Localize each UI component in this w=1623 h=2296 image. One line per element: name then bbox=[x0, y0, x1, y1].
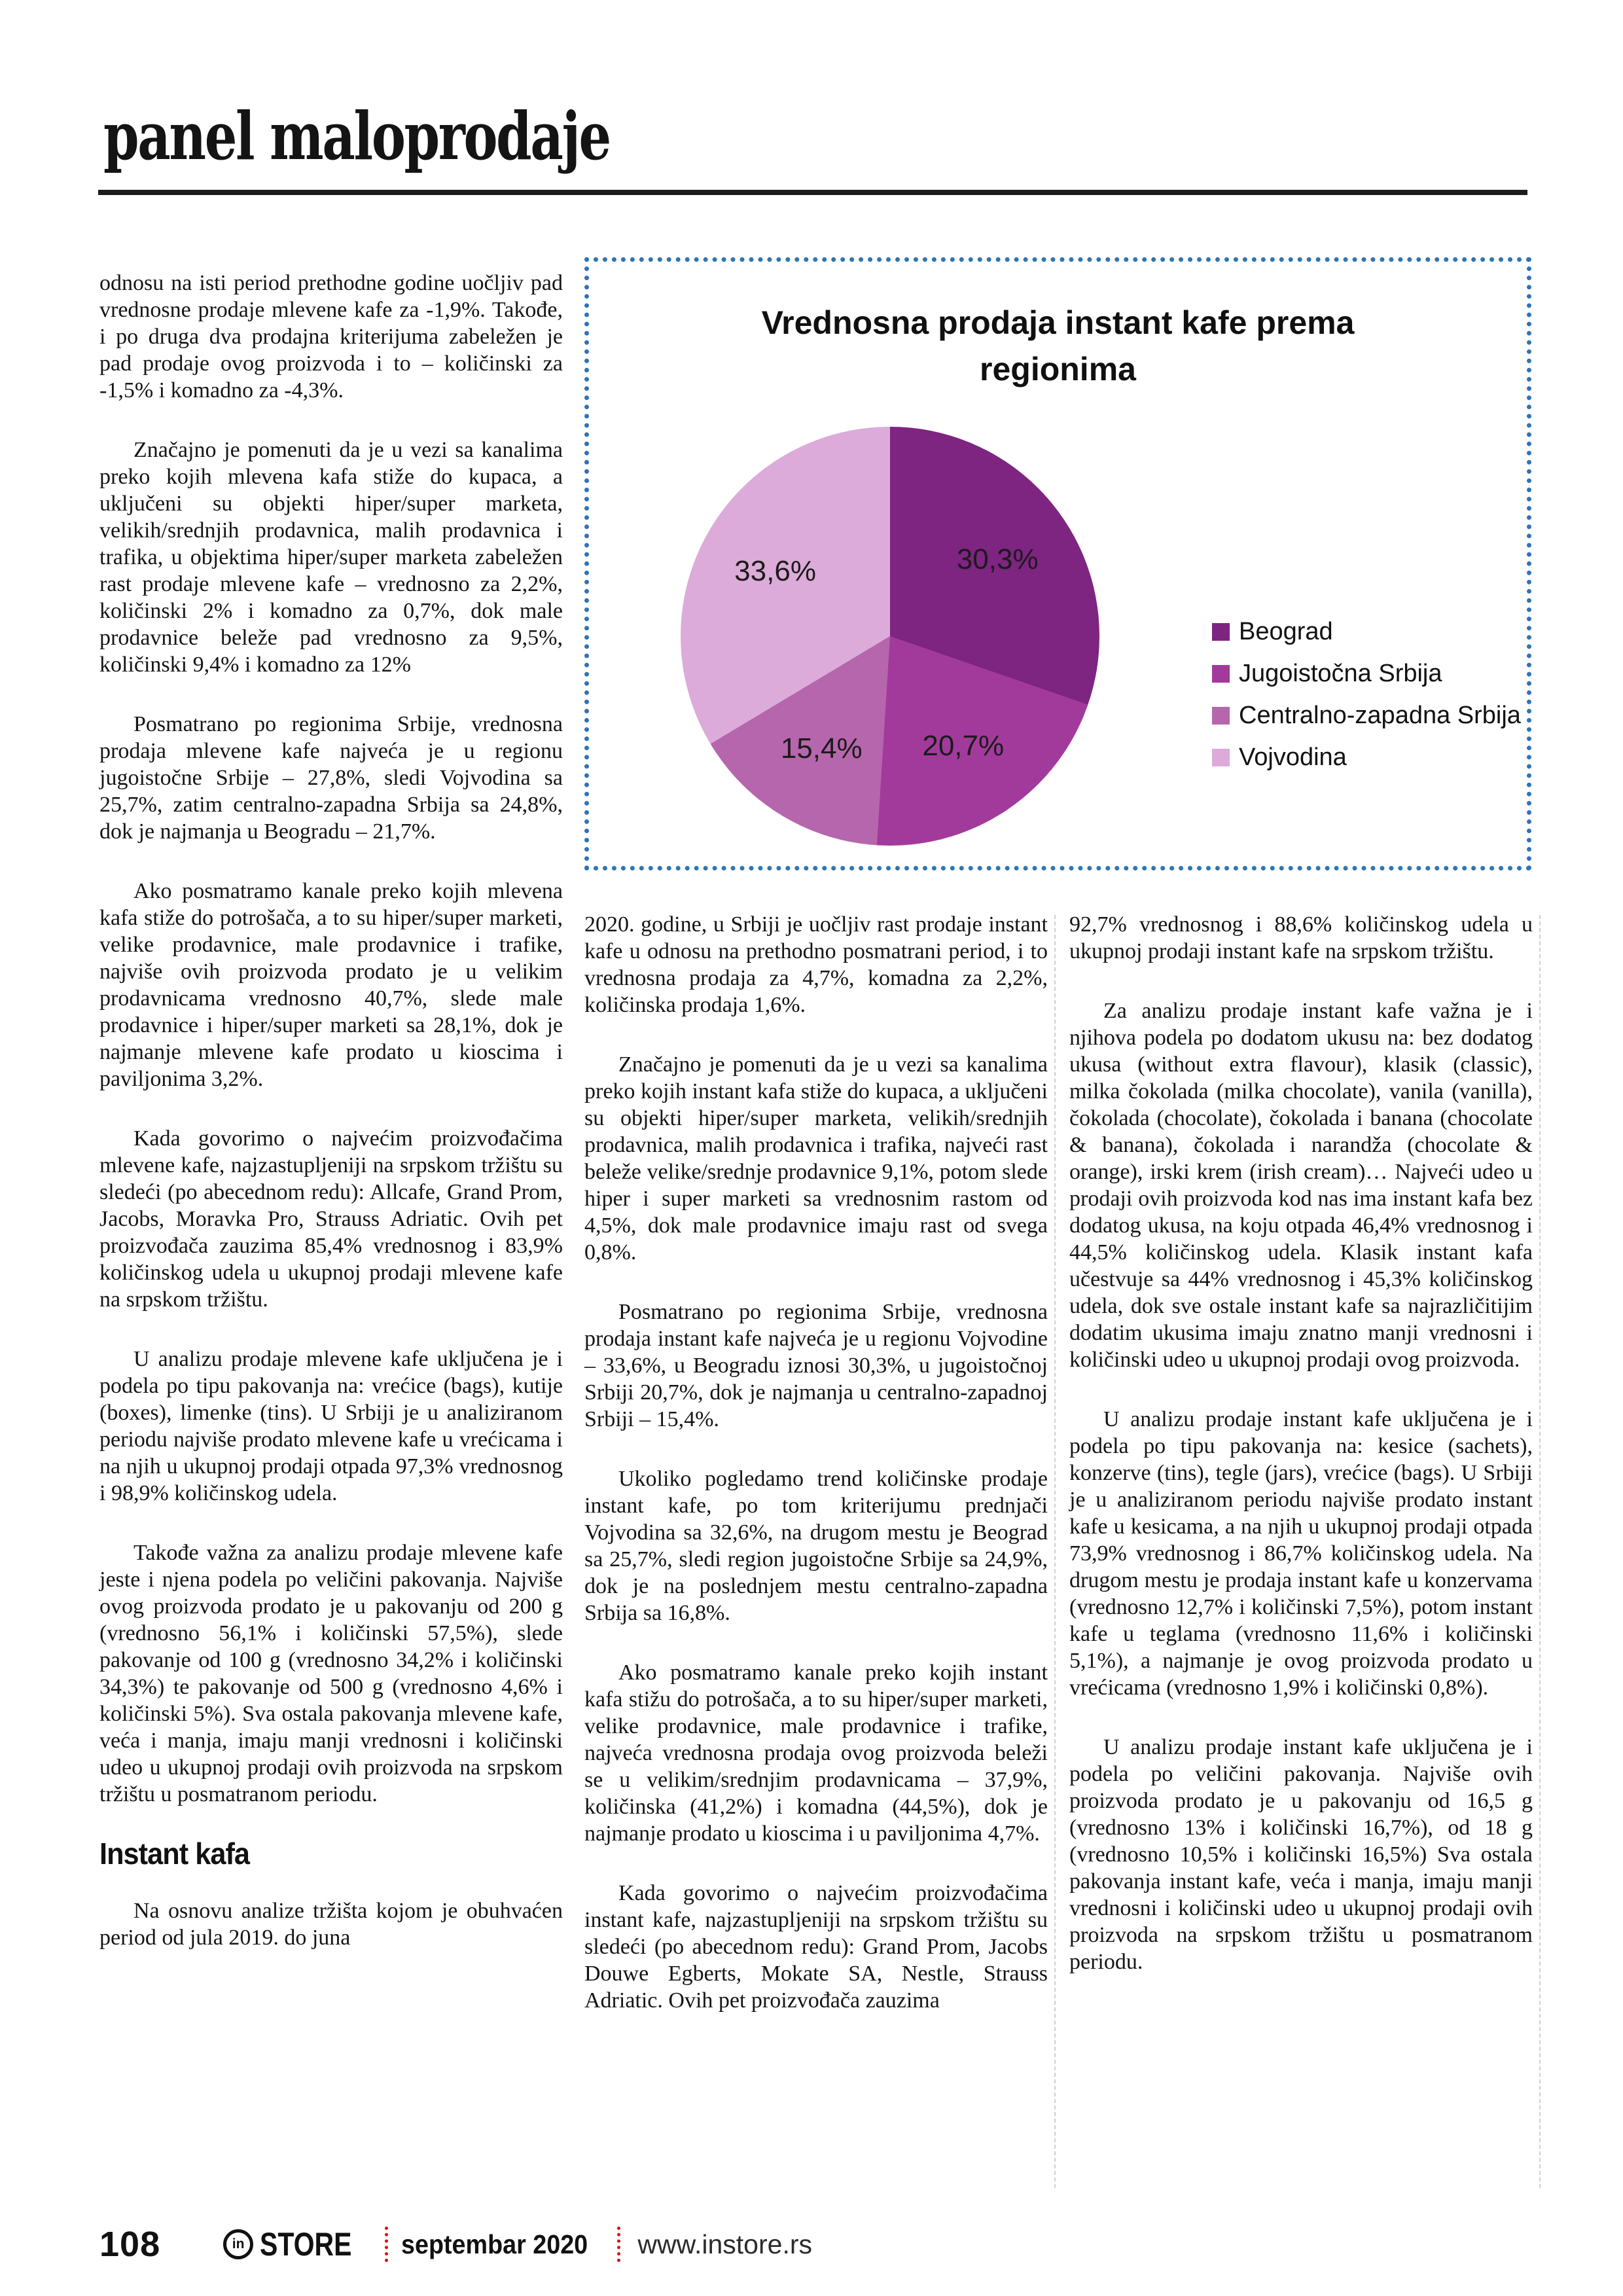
legend-swatch-icon bbox=[1212, 707, 1230, 725]
paragraph: U analizu prodaje mlevene kafe uključena je i podela po tipu pakovanja na: vrećice (bags), kutije (boxes), limenke (tins). U Srbiji je u analiziranom periodu najviše prodato mlevene kafe u vrećicama i na njih u ukupnoj prodaji otpada 97,3% vrednosnog i 98,9% količinskog udela. bbox=[99, 1347, 563, 1505]
column-3 bbox=[1069, 911, 1533, 2008]
legend-label: Jugoistočna Srbija bbox=[1239, 660, 1442, 687]
paragraph: Značajno je pomenuti da je u vezi sa kanalima preko kojih instant kafa stiže do kupaca, a uključeni su objekti hiper/super marketa, velikih/srednjih prodavnica, malih prodavnica i trafika, najveći rast beleže velike/srednje prodavnice 9,1%, potom slede hiper i super marketi sa vrednosnim rastom od 4,5%, dok male prodavnice imaju rast od svega 0,8%. bbox=[584, 1052, 1048, 1265]
paragraph: Ako posmatramo kanale preko kojih mlevena kafa stiže do potrošača, a to su hiper/super marketi, velike prodavnice, male prodavnice i trafike, najviše ovih proizvoda prodato je u velikim prodavnicama vrednosno 40,7%, slede male prodavnice i hiper/super marketi sa 28,1%, dok je najmanje mlevene kafe prodato u kioscima i paviljonima 3,2%. bbox=[99, 879, 563, 1091]
paragraph: Kada govorimo o najvećim proizvođačima mlevene kafe, najzastupljeniji na srpskom tržištu su sledeći (po abecednom redu): Allcafe, Grand Prom, Jacobs, Moravka Pro, Strauss Adriatic. Ovih pet proizvođača zauzima 85,4% vrednosnog i 83,9% količinskog udela u ukupnoj prodaji mlevene kafe na srpskom tržištu. bbox=[99, 1126, 563, 1312]
website-url: www.instore.rs bbox=[637, 2229, 812, 2259]
legend-item bbox=[1212, 660, 1521, 688]
legend-swatch-icon bbox=[1212, 665, 1230, 683]
paragraph: U analizu prodaje instant kafe uključena je i podela po veličini pakovanja. Najviše ovih proizvoda prodato je u pakovanju od 16,5 g (vrednosno 13% i količinski 16,7%), od 18 g (vrednosno 10,5% i količinski 16,5%) Sva ostala pakovanja instant kafe, veća i manja, imaju manji vrednosni i količinski udeo u ukupnoj prodaji ovih proizvoda na srpskom tržištu u posmatranom periodu. bbox=[1069, 1735, 1533, 1974]
paragraph: 92,7% vrednosnog i 88,6% količinskog udela u ukupnoj prodaji instant kafe na srpskom tržištu. bbox=[1069, 912, 1533, 963]
paragraph: odnosu na isti period prethodne godine uočljiv pad vrednosne prodaje mlevene kafe za -1,9%. Takođe, i po druga dva prodajna kriterijuma zabeležen je pad prodaje ovog proizvoda i to – količinski za -1,5% i komadno za -4,3%. bbox=[99, 271, 563, 403]
legend-swatch-icon bbox=[1212, 623, 1230, 641]
pie-chart-panel bbox=[584, 257, 1531, 870]
chart-legend bbox=[1212, 618, 1521, 785]
paragraph: Za analizu prodaje instant kafe važna je i njihova podela po dodatom ukusu na: bez dodatog ukusa (without extra flavour), klasik (classic), milka čokolada (milka chocolate), vanila (vanilla), čokolada (chocolate), čokolada i banana (chocolate & banana), čokolada i narandža (chocolate & orange), irski krem (irish cream)… Najveći udeo u prodaji ovih proizvoda kod nas ima instant kafa bez dodatog ukusa, na koju otpada 46,4% vrednosnog i 44,5% količinskog udela. Klasik instant kafa učestvuje sa 44% vrednosnog i 45,3% količinskog udela, dok sve ostale instant kafe sa najrazličitijim dodatim ukusima imaju znatno manji vrednosni i količinski udeo u ukupnoj prodaji ovog proizvoda. bbox=[1069, 999, 1533, 1372]
legend-item bbox=[1212, 702, 1521, 730]
header-rule bbox=[98, 190, 1527, 195]
legend-swatch-icon bbox=[1212, 749, 1230, 766]
section-heading-instant-kafa: Instant kafa bbox=[99, 1837, 250, 1871]
pie-slice-label: 20,7% bbox=[922, 729, 1005, 762]
page-footer bbox=[99, 2224, 812, 2265]
legend-label: Centralno-zapadna Srbija bbox=[1239, 702, 1521, 729]
footer-separator-icon bbox=[617, 2227, 620, 2262]
instore-logo-text: STORE bbox=[260, 2226, 352, 2263]
page-number: 108 bbox=[99, 2225, 161, 2264]
legend-item bbox=[1212, 618, 1521, 646]
paragraph: Kada govorimo o najvećim proizvođačima instant kafe, najzastupljeniji na srpskom tržištu su sledeći (po abecednom redu): Grand Prom, Jacobs Douwe Egberts, Mokate SA, Nestle, Strauss Adriatic. Ovih pet proizvođača zauzima bbox=[584, 1881, 1048, 2013]
paragraph: Takođe važna za analizu prodaje mlevene kafe jeste i njena podela po veličini pakovanja. Najviše ovog proizvoda prodato je u pakovanju od 200 g (vrednosno 56,1% i količinski 57,5%), slede pakovanje od 100 g (vrednosno 34,2% i količinski 34,3%) te pakovanje od 500 g (vrednosno 4,6% i količinski 5%). Sva ostala pakovanja mlevene kafe, veća i manja, imaju manji vrednosni i količinski udeo u ukupnoj prodaji ovih proizvoda na srpskom tržištu u posmatranom periodu. bbox=[99, 1541, 563, 1806]
paragraph: 2020. godine, u Srbiji je uočljiv rast prodaje instant kafe u odnosu na prethodno posmatrani period, i to vrednosna prodaja za 4,7%, komadna za 2,2%, količinska prodaja 1,6%. bbox=[584, 912, 1048, 1017]
pie bbox=[681, 427, 1099, 846]
pie-slice-label: 33,6% bbox=[734, 554, 816, 587]
paragraph: Ukoliko pogledamo trend količinske prodaje instant kafe, po tom kriterijumu prednjači Vojvodina sa 32,6%, na drugom mestu je Beograd sa 25,7%, sledi region jugoistočne Srbije sa 24,9%, dok je na poslednjem mestu centralno-zapadna Srbija sa 16,8%. bbox=[584, 1467, 1048, 1625]
chart-title: Vrednosna prodaja instant kafe prema regionima bbox=[761, 304, 1355, 387]
paragraph: U analizu prodaje instant kafe uključena je i podela po tipu pakovanja na: kesice (sachets), konzerve (tins), tegle (jars), vrećice (bags). U Srbiji je u analiziranom periodu najviše prodato instant kafe u kesicama, a na njih u ukupnoj prodaji otpada 73,9% vrednosnog i 86,7% količinskog udela. Na drugom mestu je prodaja instant kafe u konzervama (vrednosno 12,7% i količinski 7,5%), potom instant kafe u teglama (vrednosno 11,6% i količinski 5,1%), a najmanje je ovog proizvoda prodato u vrećicama (vrednosno 1,9% i količinski 0,8%). bbox=[1069, 1407, 1533, 1700]
paragraph: Ako posmatramo kanale preko kojih instant kafa stižu do potrošača, a to su hiper/super marketi, velike prodavnice, male prodavnice i trafike, najveća vrednosna prodaja ovog proizvoda beleži se u velikim/srednjim prodavnicama – 37,9%, količinska (41,2%) i komadna (44,5%), dok je najmanje prodato u kioscima i u paviljonima 4,7%. bbox=[584, 1660, 1048, 1846]
paragraph: Posmatrano po regionima Srbije, vrednosna prodaja mlevene kafe najveća je u regionu jugoistočne Srbije – 27,8%, sledi Vojvodina sa 25,7%, zatim centralno-zapadna Srbija sa 24,8%, dok je najmanja u Beogradu – 21,7%. bbox=[99, 712, 563, 844]
column-2 bbox=[584, 911, 1048, 2047]
paragraph: Posmatrano po regionima Srbije, vrednosna prodaja instant kafe najveća je u regionu Vojvodine – 33,6%, u Beogradu iznosi 30,3%, u jugoistočnoj Srbiji 20,7%, dok je najmanja u centralno-zapadnoj Srbiji – 15,4%. bbox=[584, 1300, 1048, 1431]
legend-label: Beograd bbox=[1239, 618, 1333, 645]
pie-slice-label: 30,3% bbox=[956, 543, 1039, 576]
page-edge-rule bbox=[1539, 915, 1541, 2188]
footer-separator-icon bbox=[385, 2227, 388, 2262]
page-title: panel maloprodaje bbox=[103, 98, 610, 175]
column-1 bbox=[99, 270, 563, 1984]
legend-item bbox=[1212, 744, 1521, 772]
issue-date: septembar 2020 bbox=[401, 2229, 588, 2259]
paragraph: Značajno je pomenuti da je u vezi sa kanalima preko kojih mlevena kafa stiže do kupaca, a uključeni su objekti hiper/super marketa, velikih/srednjih prodavnica, malih prodavnica i trafika, u objektima hiper/super marketa zabeležen rast prodaje mlevene kafe – vrednosno za 2,2%, količinski 2% i komadno za 0,7%, dok male prodavnice beleže pad vrednosno za 9,5%, količinski 9,4% i komadno za 12% bbox=[99, 438, 563, 677]
pie-slice-label: 15,4% bbox=[780, 732, 863, 765]
instore-logo-icon: in bbox=[223, 2229, 253, 2259]
instore-logo bbox=[223, 2225, 372, 2263]
legend-label: Vojvodina bbox=[1239, 744, 1347, 771]
column-gutter-rule bbox=[1054, 915, 1056, 2188]
paragraph: Na osnovu analize tržišta kojom je obuhvaćen period od jula 2019. do juna bbox=[99, 1899, 563, 1950]
